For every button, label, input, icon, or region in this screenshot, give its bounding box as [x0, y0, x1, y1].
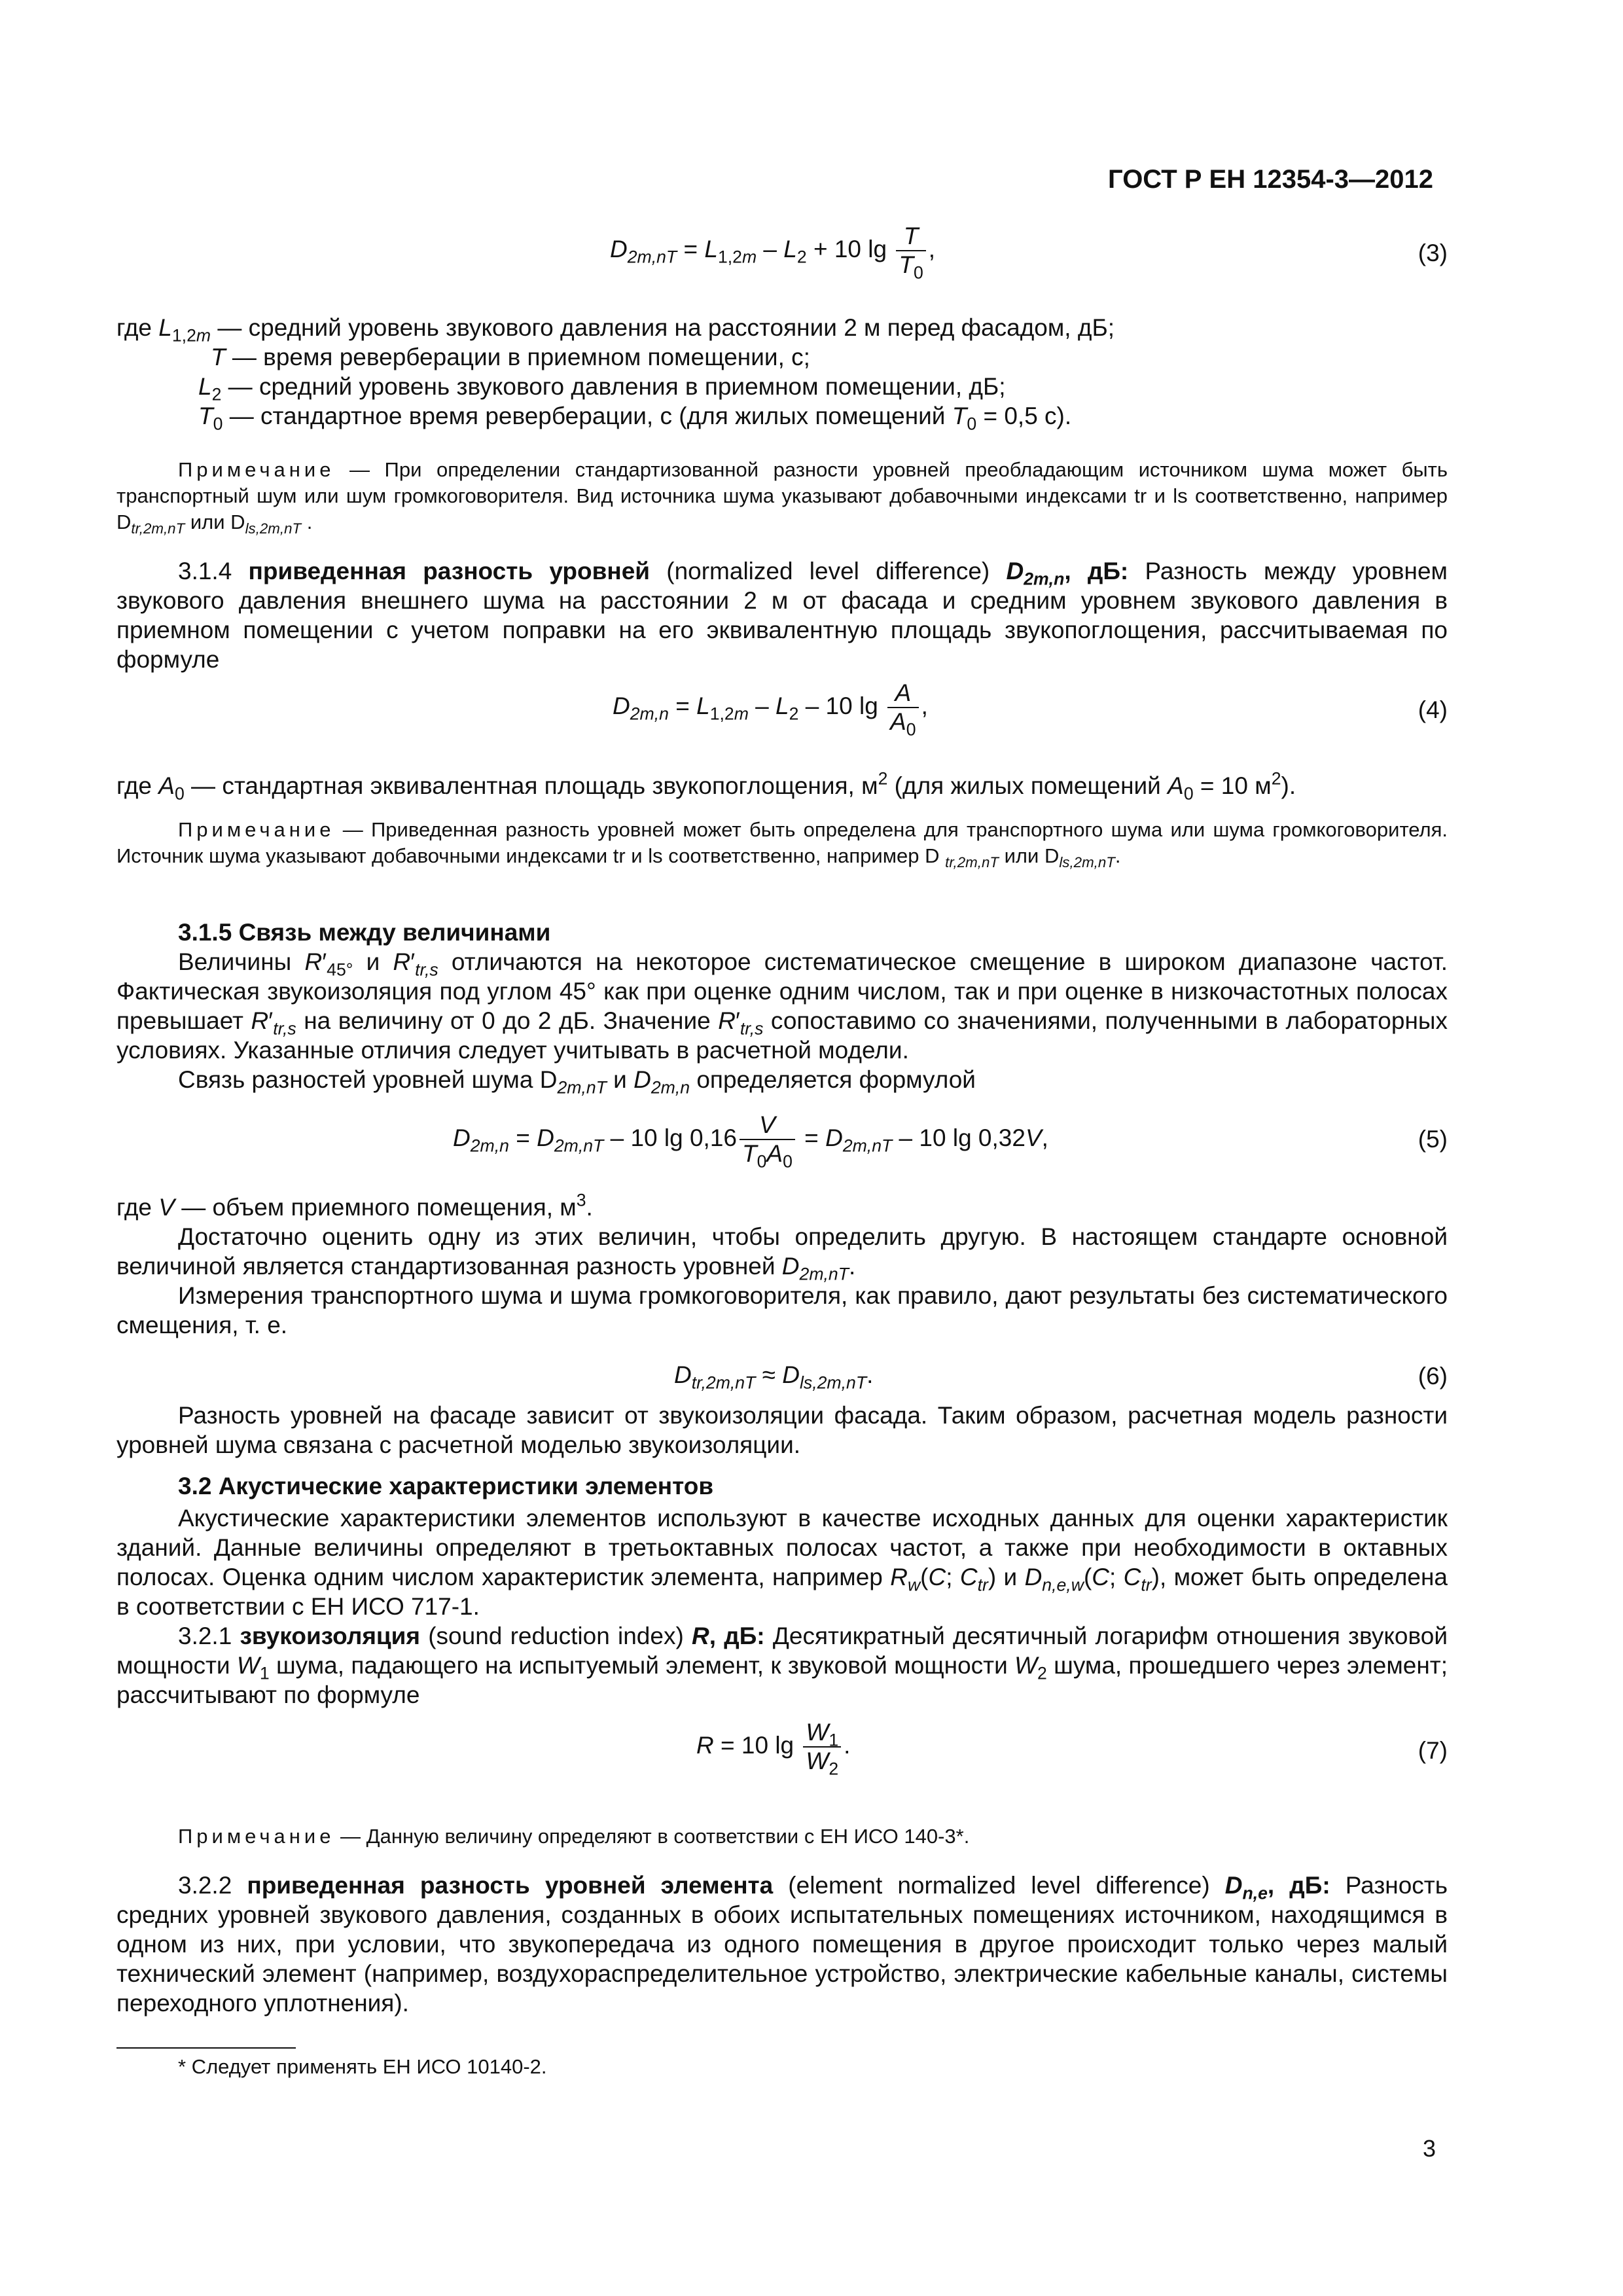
formula-3: $D_{2m,nT} = L_{1,2m} - L_2 + 10$ lg $\frac{T}{T_0}$ , [610, 223, 936, 283]
section-3-2-2: 3.2.2 приведенная разность уровней элемента (element normalized level difference) $D_{n,e}$, дБ: Разность средних уровней звукового давления, созданных в обоих испытательных помещениях источником, находящимся в одном из них, при условии, что звукопередача из одного помещения в другое происходит только через малый технический элемент (например, воздухораспределительное устройство, электрические кабельные каналы, системы переходного уплотнения). [116, 1872, 1448, 2017]
section-3-1-4: 3.1.4 приведенная разность уровней (normalized level difference) $D_{2m,n}$, дБ: Разность между уровнем звукового давления внешнего шума на расстоянии 2 м от фасада и средним уровнем звукового давления в приемном помещении с учетом поправки на его эквивалентную площадь звукопоглощения, рассчитываемая по формуле [116, 558, 1448, 673]
formula-5: $D_{2m,n} = D_{2m,nT} - 10$ lg 0,16 $\frac{V}{T_0A_0}$ = $D_{2m,nT} - 10$ lg 0,32V, [453, 1111, 1048, 1172]
note-3: Примечание — Данную величину определяют в соответствии с ЕН ИСО 140-3*. [178, 1825, 970, 1848]
formula-4: $D_{2m,n} = L_{1,2m} - L_2 - 10$ lg $\frac{A}{A_0}$ , [613, 679, 928, 740]
note-1: Примечание — При определении стандартизованной разности уровней преобладающим источником шума может быть транспортный шум или шум громкоговорителя. Вид источника шума указывают добавочными индексами tr и ls соответственно, например $D_{tr,2m,nT}$ или $D_{ls,2m,nT}$ . [116, 458, 1448, 537]
section-3-2: 3.2 Акустические характеристики элементов Акустические характеристики элементов используют в качестве исходных данных для оценки характеристик зданий. Данные величины определяют в третьоктавных полосах частот, а также при необходимости в октавных полосах. Оценка одним числом характеристик элемента, например $R_w(C$; $C_{tr}$) и $D_{n,e,w}(C$; $C_{tr}$), может быть определена в соответствии с ЕН ИСО 717-1. 3.2.1 звукоизоляция (sound reduction index) R, дБ: Десятикратный десятичный логарифм отношения звуковой мощности $W_1$ шума, падающего на испытуемый элемент, к звуковой мощности $W_2$ шума, прошедшего через элемент; рассчитывают по формуле [116, 1473, 1448, 1708]
page-number: 3 [1422, 2135, 1436, 2162]
formula-6: $D_{tr,2m,nT} \approx D_{ls,2m,nT}$. [674, 1361, 874, 1393]
section-3-1-5-continued: где V — объем приемного помещения, $м^3$. Достаточно оценить одну из этих величин, чтобы определить другую. В настоящем стандарте основной величиной является стандартизованная разность уровней $D_{2m,nT}$. Измерения транспортного шума и шума громкоговорителя, как правило, дают результаты без систематического смещения, т. е. [116, 1190, 1448, 1338]
section-3-1-5-conclusion: Разность уровней на фасаде зависит от звукоизоляции фасада. Таким образом, расчетная модель разности уровней шума связана с расчетной моделью звукоизоляции. [116, 1402, 1448, 1458]
footnote: * Следует применять ЕН ИСО 10140-2. [178, 2055, 547, 2078]
section-3-1-5-heading: 3.1.5 Связь между величинами [178, 919, 551, 946]
footnote-separator [116, 2047, 296, 2049]
standard-header: ГОСТ Р ЕН 12354-3—2012 [1108, 165, 1433, 194]
formula-number-5: (5) [1418, 1126, 1448, 1153]
formula-number-3: (3) [1418, 240, 1448, 266]
formula-number-4: (4) [1418, 696, 1448, 723]
formula-3-explanations: где $L_{1,2m}$ — средний уровень звукового давления на расстоянии 2 м перед фасадом, дБ; T — время реверберации в приемном помещении, с; $L_2$ — средний уровень звукового давления в приемном помещении, дБ; $T_0$ — стандартное время реверберации, с (для жилых помещений $T_0 = 0,5$ с). [116, 314, 1115, 434]
section-3-1-5: 3.1.5 Связь между величинами Величины $R'_{45^\circ}$ и $R'_{tr,s}$ отличаются на некоторое систематическое смещение в широком диапазоне частот. Фактическая звукоизоляция под углом 45° как при оценке одним числом, так и при оценке в низкочастотных полосах превышает $R'_{tr,s}$ на величину от 0 до 2 дБ. Значение $R'_{tr,s}$ сопоставимо со значениями, полученными в лабораторных условиях. Указанные отличия следует учитывать в расчетной модели. Связь разностей уровней шума $D_{2m,nT}$ и $D_{2m,n}$ определяется формулой [116, 919, 1448, 1098]
formula-number-6: (6) [1418, 1363, 1448, 1390]
formula-number-7: (7) [1418, 1737, 1448, 1764]
section-3-2-heading: 3.2 Акустические характеристики элементов [178, 1473, 714, 1499]
formula-4-explanations: где $A_0$ — стандартная эквивалентная площадь звукопоглощения, $м^2$ (для жилых помещений $A_0 = 10$ $м^2$). [116, 768, 1296, 804]
formula-7: R = 10 lg $\frac{W_1}{W_2}$ . [696, 1719, 851, 1779]
note-2: Примечание — Приведенная разность уровней может быть определена для транспортного шума или шума громкоговорителя. Источник шума указывают добавочными индексами tr и ls соответственно, например D $_{tr,2m,nT}$ или $D_{ls,2m,nT}$. [116, 818, 1448, 871]
